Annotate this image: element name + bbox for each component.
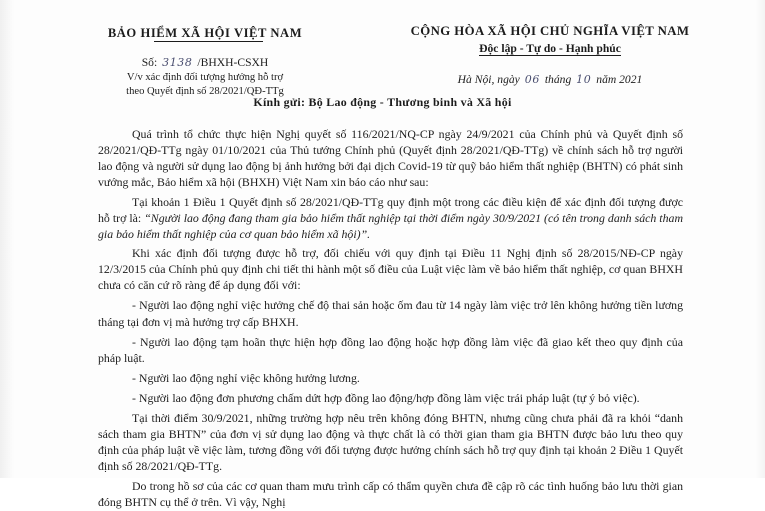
year-label: năm 2021 (596, 73, 643, 86)
recipient-line: Kính gửi: Bộ Lao động - Thương binh và Xã hội (253, 95, 512, 109)
list-item-maternity-sickness: - Người lao động nghỉ việc hưởng chế độ thai sản hoặc ốm đau từ 14 ngày làm việc trở lên không hưởng tiền lương tháng tại đơn vị mà hưởng trợ cấp BHXH. (98, 298, 683, 329)
paragraph-article-1-quote: “Người lao động đang tham gia bảo hiểm thất nghiệp tại thời điểm ngày 30/9/2021 (có tên trong danh sách tham gia bảo hiểm thất nghiệp của cơ quan bảo hiểm xã hội)”. (98, 211, 683, 242)
day-handwritten: 06 (524, 73, 540, 86)
place-label: Hà Nội, ngày (457, 73, 520, 86)
list-item-unpaid-leave: - Người lao động nghỉ việc không hưởng lương. (132, 370, 360, 385)
subject-line-1: V/v xác định đối tượng hưởng hỗ trợ (126, 72, 284, 83)
issuing-organization: BẢO HIỂM XÃ HỘI VIỆT NAM (107, 26, 303, 40)
paragraph-article-1 (98, 194, 683, 242)
place-and-date (355, 73, 745, 86)
document-number-line (55, 56, 355, 69)
subject-line-2: theo Quyết định số 28/2021/QĐ-TTg (126, 85, 284, 97)
document-header (0, 24, 765, 98)
nation-title: CỘNG HÒA XÃ HỘI CHỦ NGHĨA VIỆT NAM (410, 24, 690, 38)
document-number-suffix: /BHXH-CSXH (197, 56, 269, 69)
document-number-label: Số: (141, 56, 158, 69)
paragraph-article-1-lead: Tại khoản 1 Điều 1 Quyết định số 28/2021/QĐ-TTg quy định một trong các điều kiện để xác định đối tượng được hỗ trợ là: (98, 195, 683, 226)
paragraph-intro: Quá trình tổ chức thực hiện Nghị quyết số 116/2021/NQ-CP ngày 24/9/2021 của Chính phủ và Quyết định số 28/2021/QĐ-TTg ngày 01/10/2021 của Thủ tướng Chính phủ (Quyết định 28/2021/QĐ-TTg) về chính sách hỗ trợ người lao động và người sử dụng lao động bị ảnh hưởng bởi đại dịch Covid-19 từ quỹ bảo hiểm thất nghiệp (BHTN) có phát sinh vướng mắc, Bảo hiểm xã hội (BHXH) Việt Nam xin báo cáo như sau: (98, 127, 683, 190)
paragraph-decree-reference: Khi xác định đối tượng được hỗ trợ, đối chiếu với quy định tại Điều 11 Nghị định số 28/2015/NĐ-CP ngày 12/3/2015 của Chính phủ quy định chi tiết thi hành một số điều của Luật việc làm về bảo hiểm thất nghiệp, cơ quan BHXH chưa có căn cứ rõ ràng để áp dụng đối với: (98, 246, 683, 293)
list-item-unilateral-termination: - Người lao động đơn phương chấm dứt hợp đồng lao động/hợp đồng làm việc trái pháp luật (tự ý bỏ việc). (132, 390, 640, 405)
header-left-column (55, 24, 355, 98)
national-motto: Độc lập - Tự do - Hạnh phúc (479, 42, 621, 55)
month-handwritten: 10 (576, 73, 592, 86)
month-label: tháng (544, 73, 572, 86)
paragraph-reserved-period: Tại thời điểm 30/9/2021, những trường hợp nêu trên không đóng BHTN, nhưng cũng chưa phải đã ra khỏi “danh sách tham gia BHTN” của đơn vị sử dụng lao động và thực chất là có thời gian tham gia BHTN được bảo lưu theo quy định của pháp luật về việc làm, tương đồng với đối tượng được hưởng chính sách hỗ trợ quy định tại khoản 2 Điều 1 Quyết định số 28/2021/QĐ-TTg. (98, 410, 683, 473)
paragraph-conclusion-partial: Do trong hồ sơ của các cơ quan tham mưu trình cấp có thẩm quyền chưa đề cập rõ các tình huống bảo lưu thời gian đóng BHTN cụ thể ở trên. Vì vậy, Nghị (98, 478, 683, 509)
list-item-suspended-contract: - Người lao động tạm hoãn thực hiện hợp đồng lao động hoặc hợp đồng làm việc đã giao kết theo quy định của pháp luật. (98, 334, 683, 365)
document-number-handwritten: 3138 (162, 56, 193, 69)
header-right-column (355, 24, 745, 86)
document-body (98, 126, 683, 511)
